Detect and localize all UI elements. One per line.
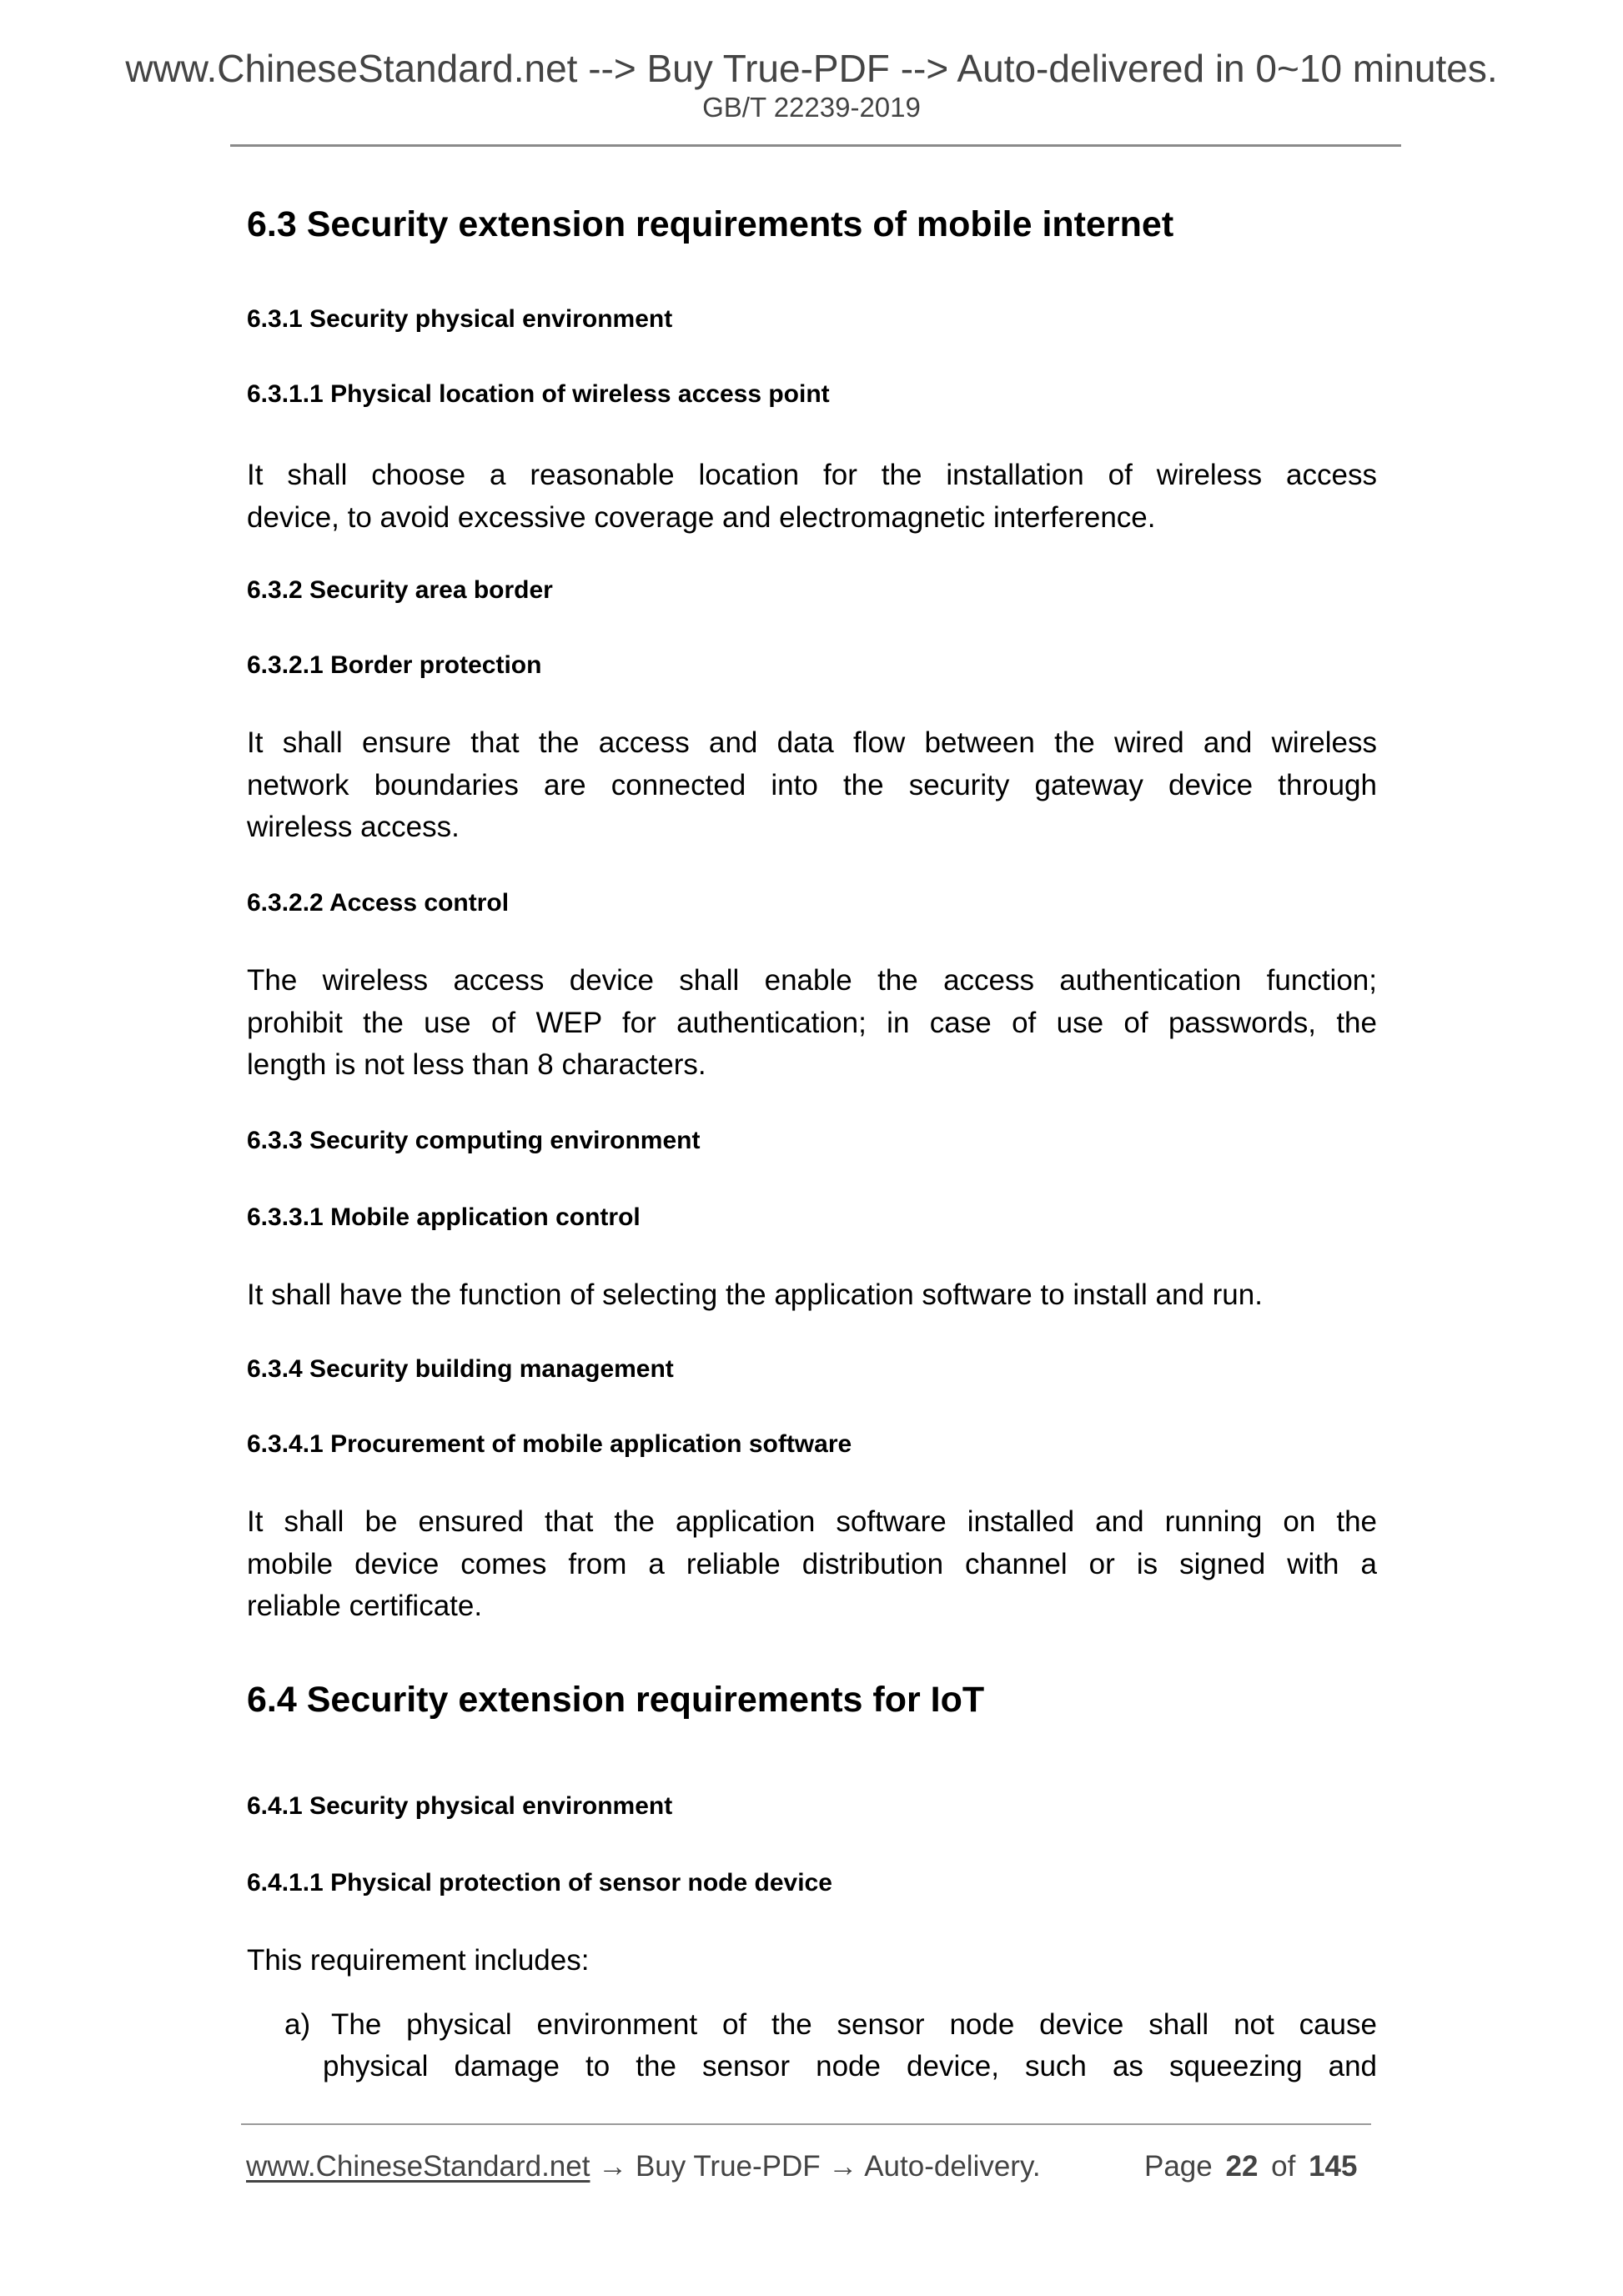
- section-heading-6-3: 6.3 Security extension requirements of mobile internet: [247, 204, 1174, 244]
- paragraph-line: It shall be ensured that the application software installed and running on the: [247, 1505, 1377, 1538]
- list-item: [323, 2004, 1377, 2088]
- paragraph-6-3-3-1: [247, 1274, 1377, 1317]
- standard-id: GB/T 22239-2019: [702, 92, 921, 123]
- paragraph-line: device, to avoid excessive coverage and electromagnetic interference.: [247, 500, 1156, 534]
- list-item-line: physical damage to the sensor node device, such as squeezing and: [323, 2050, 1377, 2082]
- paragraph-6-3-2-2: [247, 960, 1377, 1087]
- paragraph-6-3-2-1: [247, 722, 1377, 849]
- section-heading-6-3-1: 6.3.1 Security physical environment: [247, 305, 673, 333]
- footer-site-link[interactable]: www.ChineseStandard.net: [246, 2150, 590, 2183]
- paragraph-line: The wireless access device shall enable the access authentication function;: [247, 964, 1377, 997]
- page-label: Page: [1144, 2150, 1213, 2183]
- section-heading-6-4-1-1: 6.4.1.1 Physical protection of sensor node device: [247, 1869, 832, 1897]
- paragraph-line: It shall ensure that the access and data flow between the wired and wireless: [247, 726, 1377, 759]
- list-item-marker: a): [284, 2008, 311, 2041]
- arrow-right-icon: →: [598, 2150, 628, 2183]
- section-heading-6-3-2: 6.3.2 Security area border: [247, 576, 553, 604]
- section-heading-6-3-4-1: 6.3.4.1 Procurement of mobile application software: [247, 1430, 852, 1458]
- section-heading-6-3-2-1: 6.3.2.1 Border protection: [247, 651, 542, 679]
- paragraph-line: prohibit the use of WEP for authentication; in case of use of passwords, the: [247, 1006, 1377, 1039]
- paragraph-line: network boundaries are connected into the security gateway device through: [247, 768, 1377, 801]
- paragraph-line: It shall have the function of selecting the application software to install and run.: [247, 1279, 1263, 1311]
- paragraph-line: It shall choose a reasonable location for the installation of wireless access: [247, 459, 1377, 491]
- page-indicator: [1144, 2150, 1358, 2183]
- section-heading-6-3-2-2: 6.3.2.2 Access control: [247, 889, 510, 917]
- header-divider: [230, 144, 1401, 147]
- section-heading-6-3-4: 6.3.4 Security building management: [247, 1355, 674, 1383]
- page-total: 145: [1309, 2150, 1358, 2183]
- section-heading-6-4-1: 6.4.1 Security physical environment: [247, 1792, 673, 1820]
- paragraph-line: length is not less than 8 characters.: [247, 1048, 706, 1081]
- section-heading-6-3-3: 6.3.3 Security computing environment: [247, 1127, 701, 1154]
- paragraph-line: wireless access.: [247, 811, 460, 843]
- footer-buy-text: Buy True-PDF: [635, 2150, 821, 2183]
- paragraph-6-3-1-1: [247, 455, 1377, 539]
- section-heading-6-3-1-1: 6.3.1.1 Physical location of wireless access point: [247, 380, 830, 408]
- arrow-right-icon: →: [828, 2150, 858, 2183]
- section-heading-6-3-3-1: 6.3.3.1 Mobile application control: [247, 1203, 641, 1231]
- footer-divider: [241, 2123, 1371, 2125]
- footer-promo: [246, 2150, 1041, 2183]
- page-of-label: of: [1271, 2150, 1296, 2183]
- footer-delivery-text: Auto-delivery.: [864, 2150, 1041, 2183]
- paragraph-line: mobile device comes from a reliable distribution channel or is signed with a: [247, 1547, 1377, 1580]
- section-heading-6-4: 6.4 Security extension requirements for IoT: [247, 1680, 985, 1720]
- header-banner: www.ChineseStandard.net --> Buy True-PDF --> Auto-delivered in 0~10 minutes.: [125, 47, 1498, 90]
- paragraph-6-3-4-1: [247, 1501, 1377, 1628]
- page-current: 22: [1225, 2150, 1259, 2183]
- list-item-line: The physical environment of the sensor node device shall not cause: [331, 2008, 1377, 2041]
- requirement-intro: This requirement includes:: [247, 1944, 590, 1977]
- paragraph-line: reliable certificate.: [247, 1590, 483, 1622]
